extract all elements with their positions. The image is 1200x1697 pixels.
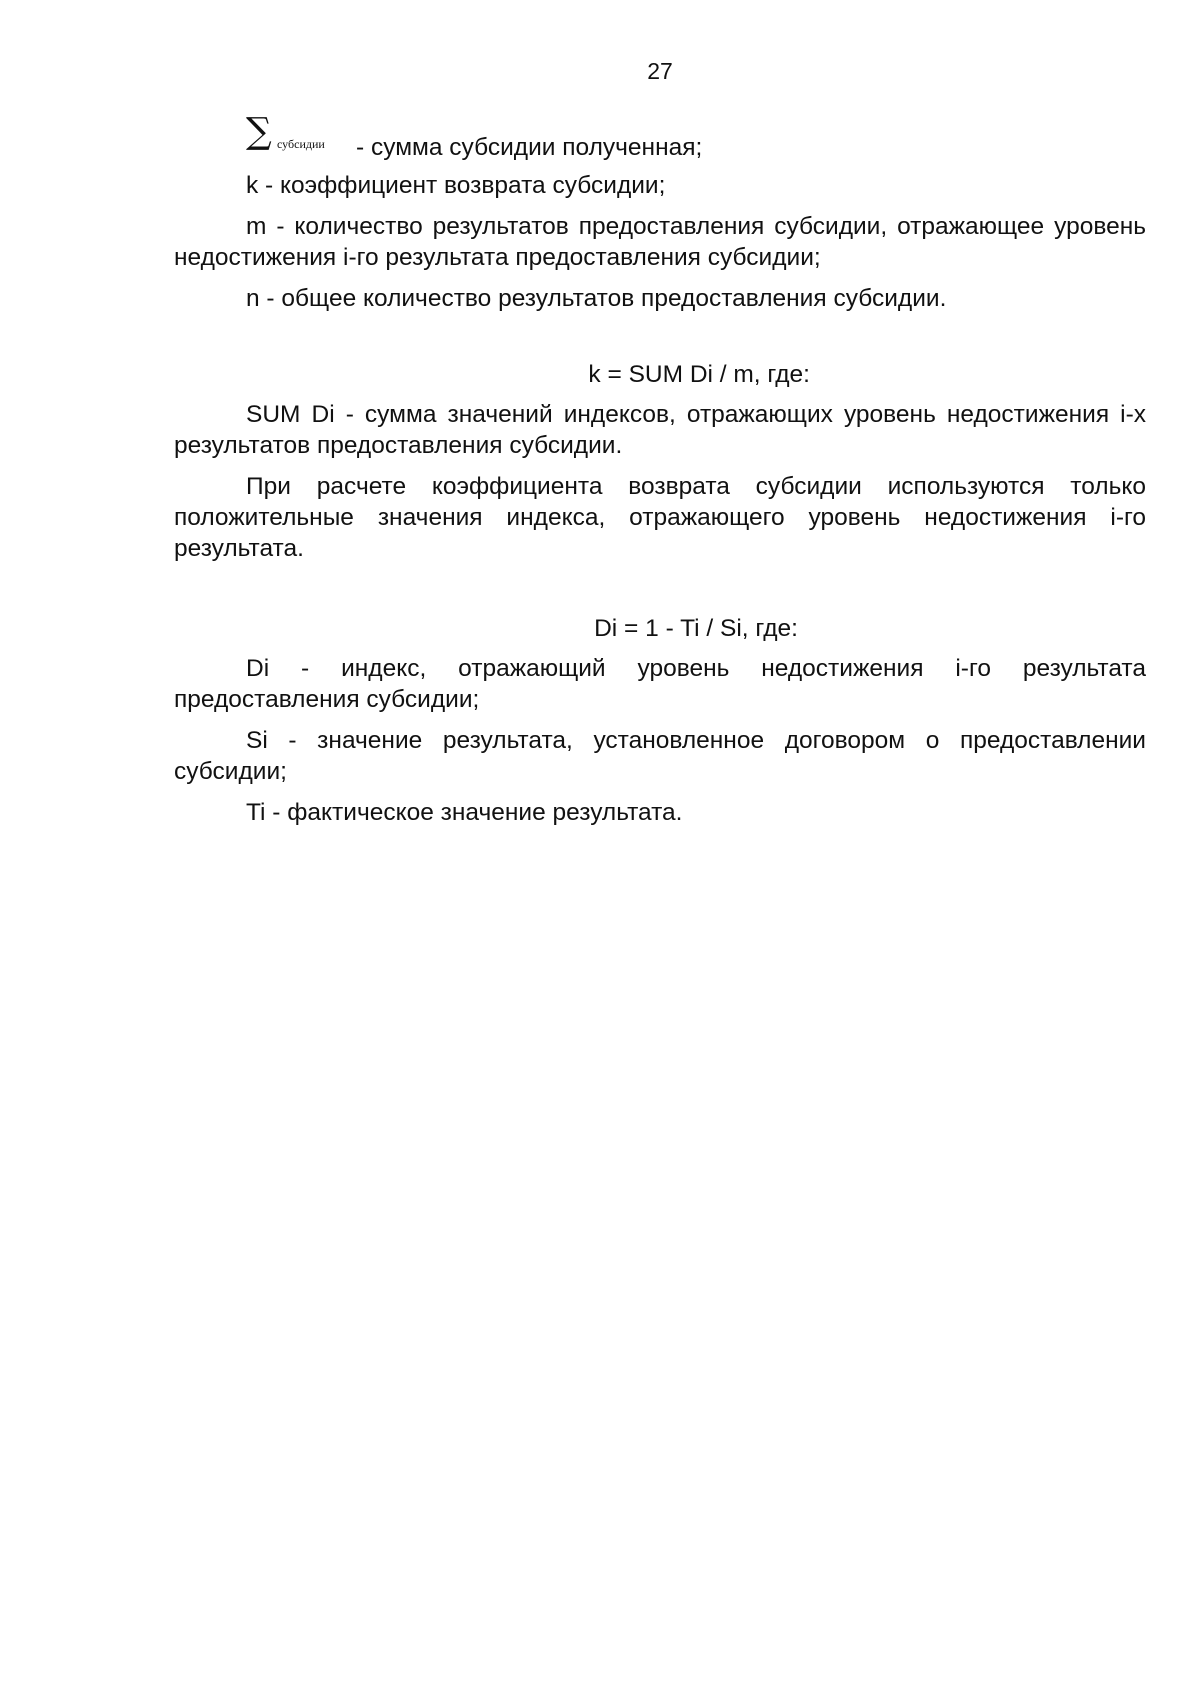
m-definition: m - количество результатов предоставления субсидии, отражающее уровень недостижения i-го результата предоставления субсидии; [174,213,1146,271]
sum-di-definition: SUM Di - сумма значений индексов, отражающих уровень недостижения i-х результатов предоставления субсидии. [174,401,1146,459]
page-number: 27 [647,58,673,84]
di-definition: Di - индекс, отражающий уровень недостижения i-го результата предоставления субсидии; [174,655,1146,713]
si-definition: Si - значение результата, установленное договором о предоставлении субсидии; [174,727,1146,785]
positive-values-note: При расчете коэффициента возврата субсидии используются только положительные значения индекса, отражающего уровень недостижения i-го результата. [174,473,1146,562]
k-definition: k - коэффициент возврата субсидии; [246,172,666,199]
sum-subsidy-definition [174,110,1146,164]
sum-subscript: субсидии [277,137,325,151]
ti-definition: Ti - фактическое значение результата. [246,799,683,826]
sum-definition-text: - сумма субсидии полученная; [356,134,703,161]
document-body [174,110,1146,838]
formula-k: k = SUM Di / m, где: [588,361,810,388]
formula-di: Di = 1 - Ti / Si, где: [594,615,798,642]
n-definition: n - общее количество результатов предоставления субсидии. [246,285,947,312]
sum-symbol: ∑ [246,111,272,152]
